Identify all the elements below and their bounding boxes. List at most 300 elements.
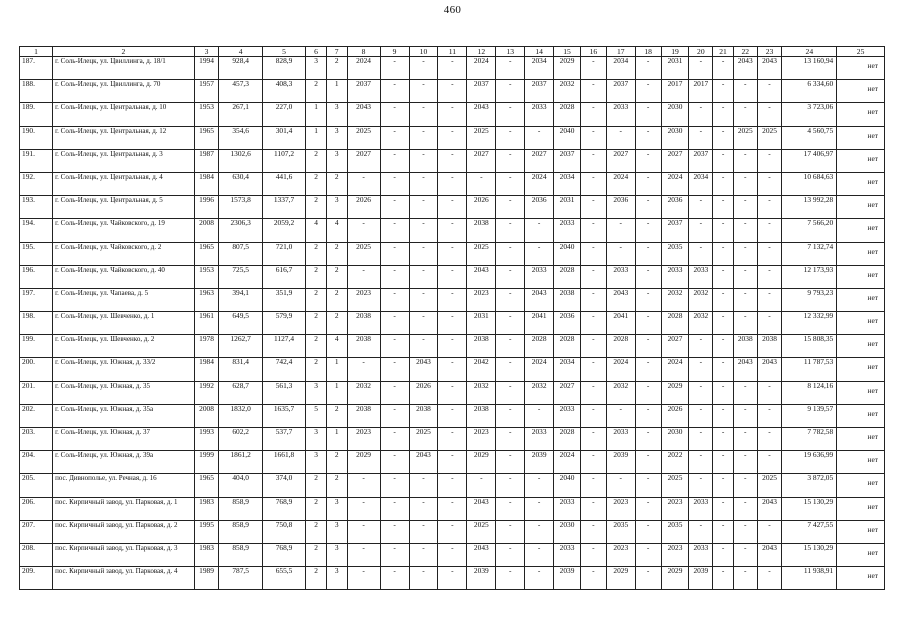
address-cell: г. Соль-Илецк, ул. Центральная, д. 12 [53, 126, 195, 149]
row-number-cell: 203. [20, 428, 53, 451]
table-cell: - [689, 520, 713, 543]
table-cell: нет [837, 103, 885, 126]
table-cell: - [635, 358, 661, 381]
table-cell: 2 [326, 57, 347, 80]
table-cell: - [733, 312, 757, 335]
table-cell: 2027 [554, 381, 581, 404]
table-cell: 2 [306, 567, 327, 590]
table-cell: - [380, 404, 409, 427]
table-row [20, 57, 885, 80]
row-number-cell: 191. [20, 149, 53, 172]
table-row [20, 474, 885, 497]
table-cell: - [713, 520, 734, 543]
row-number-cell: 206. [20, 497, 53, 520]
table-cell: 2306,3 [219, 219, 262, 242]
table-cell: - [757, 196, 782, 219]
table-cell: - [733, 103, 757, 126]
table-cell: - [635, 219, 661, 242]
table-cell: - [438, 497, 467, 520]
table-cell: 2025 [661, 474, 689, 497]
table-cell: - [757, 520, 782, 543]
table-cell: 1302,6 [219, 149, 262, 172]
table-cell: 1993 [194, 428, 219, 451]
table-cell: - [635, 381, 661, 404]
table-cell: - [635, 497, 661, 520]
table-cell: 15 808,35 [782, 335, 837, 358]
table-cell: - [733, 172, 757, 195]
table-cell: - [733, 149, 757, 172]
table-cell: 2031 [467, 312, 496, 335]
table-cell: - [438, 80, 467, 103]
table-cell: 2033 [554, 497, 581, 520]
table-cell: - [757, 404, 782, 427]
column-number-15: 15 [554, 47, 581, 57]
table-cell: 2033 [689, 497, 713, 520]
table-cell: 2 [306, 335, 327, 358]
table-cell: - [496, 172, 525, 195]
table-cell: - [689, 381, 713, 404]
table-cell: 3 [326, 520, 347, 543]
table-cell: 13 992,28 [782, 196, 837, 219]
table-cell: 2037 [467, 80, 496, 103]
table-cell: 2026 [347, 196, 380, 219]
table-cell: - [409, 312, 438, 335]
table-cell: 13 160,94 [782, 57, 837, 80]
table-cell: 394,1 [219, 288, 262, 311]
table-row [20, 196, 885, 219]
table-cell: - [380, 242, 409, 265]
column-number-13: 13 [496, 47, 525, 57]
table-cell: 2032 [347, 381, 380, 404]
table-cell: - [580, 474, 606, 497]
table-cell: 2 [306, 149, 327, 172]
table-cell: 1832,0 [219, 404, 262, 427]
table-cell: 15 130,29 [782, 543, 837, 566]
row-number-cell: 187. [20, 57, 53, 80]
table-cell: 1 [326, 80, 347, 103]
table-cell: 1999 [194, 451, 219, 474]
table-cell: 1661,8 [262, 451, 305, 474]
column-number-2: 2 [53, 47, 195, 57]
table-cell: 2030 [661, 428, 689, 451]
table-cell: 858,9 [219, 520, 262, 543]
table-cell: 2028 [554, 103, 581, 126]
table-cell: 2043 [757, 497, 782, 520]
table-cell: - [713, 242, 734, 265]
table-cell: 1953 [194, 265, 219, 288]
table-cell: - [606, 219, 635, 242]
row-number-cell: 193. [20, 196, 53, 219]
column-number-17: 17 [606, 47, 635, 57]
table-cell: - [409, 196, 438, 219]
table-cell: - [757, 381, 782, 404]
table-cell: 2041 [606, 312, 635, 335]
table-cell: 12 173,93 [782, 265, 837, 288]
table-cell: - [496, 57, 525, 80]
table-cell: - [689, 126, 713, 149]
table-cell: 4 [326, 335, 347, 358]
table-cell: 4 [306, 219, 327, 242]
address-cell: г. Соль-Илецк, ул. Южная, д. 39а [53, 451, 195, 474]
table-row [20, 149, 885, 172]
table-cell: - [525, 567, 554, 590]
table-cell: - [380, 474, 409, 497]
table-cell: нет [837, 451, 885, 474]
table-cell: - [525, 126, 554, 149]
table-cell: - [496, 358, 525, 381]
table-cell: - [380, 428, 409, 451]
table-cell: 3 [326, 149, 347, 172]
table-cell: - [380, 57, 409, 80]
table-cell: - [757, 219, 782, 242]
table-cell: - [713, 404, 734, 427]
table-cell: 2031 [554, 196, 581, 219]
table-row [20, 567, 885, 590]
table-cell: 1 [326, 381, 347, 404]
table-cell: 2037 [525, 80, 554, 103]
table-cell: - [438, 219, 467, 242]
table-cell: 2 [306, 312, 327, 335]
table-cell: 2024 [525, 172, 554, 195]
row-number-cell: 205. [20, 474, 53, 497]
table-cell: 2023 [347, 428, 380, 451]
column-number-20: 20 [689, 47, 713, 57]
table-cell: 2 [326, 474, 347, 497]
table-cell: - [438, 149, 467, 172]
row-number-cell: 207. [20, 520, 53, 543]
table-cell: 2033 [525, 103, 554, 126]
table-cell: 1987 [194, 149, 219, 172]
table-cell: - [635, 335, 661, 358]
table-cell: - [733, 428, 757, 451]
table-cell: - [713, 149, 734, 172]
table-cell: 1127,4 [262, 335, 305, 358]
table-cell: - [409, 126, 438, 149]
table-row [20, 265, 885, 288]
table-cell: 2033 [554, 404, 581, 427]
table-cell: 3 872,05 [782, 474, 837, 497]
table-cell: - [438, 404, 467, 427]
table-cell: 2024 [525, 358, 554, 381]
column-number-22: 22 [733, 47, 757, 57]
column-number-9: 9 [380, 47, 409, 57]
table-cell: 2033 [525, 265, 554, 288]
table-row [20, 312, 885, 335]
table-cell: 725,5 [219, 265, 262, 288]
table-cell: 2037 [606, 80, 635, 103]
address-cell: г. Соль-Илецк, ул. Чайковского, д. 2 [53, 242, 195, 265]
row-number-cell: 188. [20, 80, 53, 103]
table-cell: - [757, 172, 782, 195]
table-cell: 1 [326, 428, 347, 451]
address-cell: пос. Кирпичный завод, ул. Парковая, д. 4 [53, 567, 195, 590]
table-cell: 227,0 [262, 103, 305, 126]
table-cell: - [580, 196, 606, 219]
table-cell: 2 [326, 288, 347, 311]
table-cell: 561,3 [262, 381, 305, 404]
table-cell: нет [837, 172, 885, 195]
table-cell: 2023 [467, 288, 496, 311]
table-cell: - [713, 80, 734, 103]
table-cell: - [496, 126, 525, 149]
table-cell: - [606, 474, 635, 497]
table-cell: 2043 [347, 103, 380, 126]
table-cell: 2 [326, 312, 347, 335]
table-cell: - [525, 242, 554, 265]
table-row [20, 497, 885, 520]
address-cell: г. Соль-Илецк, ул. Южная, д. 35 [53, 381, 195, 404]
table-cell: 2 [306, 242, 327, 265]
table-cell: 2033 [554, 219, 581, 242]
table-cell: 2038 [347, 312, 380, 335]
table-cell: нет [837, 335, 885, 358]
table-cell: - [409, 543, 438, 566]
column-number-12: 12 [467, 47, 496, 57]
table-cell: - [635, 312, 661, 335]
table-cell: - [380, 149, 409, 172]
table-cell: 17 406,97 [782, 149, 837, 172]
header-row [20, 47, 885, 57]
table-cell: 2 [306, 80, 327, 103]
table-cell: - [409, 219, 438, 242]
table-cell: - [733, 520, 757, 543]
table-cell: нет [837, 428, 885, 451]
table-body [20, 57, 885, 590]
table-cell: - [438, 520, 467, 543]
table-cell: - [580, 80, 606, 103]
table-cell: 2042 [467, 358, 496, 381]
table-cell: 2059,2 [262, 219, 305, 242]
table-cell: 2034 [554, 358, 581, 381]
table-cell: - [713, 172, 734, 195]
table-cell: - [496, 312, 525, 335]
table-cell: - [525, 219, 554, 242]
table-cell: 721,0 [262, 242, 305, 265]
table-cell: 4 560,75 [782, 126, 837, 149]
table-cell: - [713, 358, 734, 381]
column-number-14: 14 [525, 47, 554, 57]
address-cell: г. Соль-Илецк, ул. Центральная, д. 10 [53, 103, 195, 126]
table-cell: 1861,2 [219, 451, 262, 474]
table-cell: 858,9 [219, 497, 262, 520]
table-cell: 2023 [661, 543, 689, 566]
table-cell: 2040 [554, 474, 581, 497]
table-cell: - [733, 381, 757, 404]
table-cell: - [733, 567, 757, 590]
table-cell: нет [837, 265, 885, 288]
table-cell: 1965 [194, 126, 219, 149]
table-cell: - [467, 172, 496, 195]
row-number-cell: 208. [20, 543, 53, 566]
table-cell: 1965 [194, 242, 219, 265]
table-cell: - [580, 219, 606, 242]
table-cell: - [635, 451, 661, 474]
table-cell: 2025 [467, 242, 496, 265]
table-cell: - [525, 497, 554, 520]
table-row [20, 381, 885, 404]
table-cell: - [635, 474, 661, 497]
table-cell: 15 130,29 [782, 497, 837, 520]
table-cell: - [438, 451, 467, 474]
table-cell: 1965 [194, 474, 219, 497]
row-number-cell: 204. [20, 451, 53, 474]
table-cell: - [380, 312, 409, 335]
table-cell: - [409, 567, 438, 590]
table-cell: 1107,2 [262, 149, 305, 172]
table-cell: 2024 [606, 172, 635, 195]
table-cell: - [733, 474, 757, 497]
table-cell: - [438, 288, 467, 311]
table-cell: - [635, 288, 661, 311]
table-cell: 3 [326, 567, 347, 590]
table-cell: - [757, 80, 782, 103]
table-cell: 2026 [467, 196, 496, 219]
table-cell: - [757, 149, 782, 172]
address-cell: г. Соль-Илецк, ул. Цвиллинга, д. 70 [53, 80, 195, 103]
table-cell: 2035 [606, 520, 635, 543]
table-cell: 2036 [606, 196, 635, 219]
address-cell: г. Соль-Илецк, ул. Южная, д. 33/2 [53, 358, 195, 381]
table-cell: 11 787,53 [782, 358, 837, 381]
column-number-8: 8 [347, 47, 380, 57]
table-cell: - [713, 474, 734, 497]
table-cell: 351,9 [262, 288, 305, 311]
table-cell: - [635, 126, 661, 149]
table-cell: 2 [326, 172, 347, 195]
table-cell: - [580, 543, 606, 566]
table-cell: - [689, 451, 713, 474]
table-cell: 301,4 [262, 126, 305, 149]
table-cell: 11 938,91 [782, 567, 837, 590]
table-cell: - [496, 149, 525, 172]
table-cell: 2033 [606, 265, 635, 288]
table-cell: - [580, 126, 606, 149]
table-cell: 2033 [525, 428, 554, 451]
table-cell: 2017 [689, 80, 713, 103]
table-cell: - [713, 103, 734, 126]
table-cell: 19 636,99 [782, 451, 837, 474]
table-cell: 2036 [661, 196, 689, 219]
table-cell: 2043 [467, 103, 496, 126]
table-cell: 616,7 [262, 265, 305, 288]
table-cell: 9 139,57 [782, 404, 837, 427]
column-number-1: 1 [20, 47, 53, 57]
table-cell: - [347, 219, 380, 242]
table-cell: - [733, 288, 757, 311]
table-cell: 2030 [661, 103, 689, 126]
table-cell: - [438, 567, 467, 590]
table-cell: нет [837, 80, 885, 103]
table-cell: 2043 [757, 358, 782, 381]
table-cell: 2041 [525, 312, 554, 335]
table-cell: 2026 [409, 381, 438, 404]
table-cell: - [689, 196, 713, 219]
address-cell: г. Соль-Илецк, ул. Южная, д. 35а [53, 404, 195, 427]
table-row [20, 80, 885, 103]
address-cell: г. Соль-Илецк, ул. Центральная, д. 3 [53, 149, 195, 172]
table-cell: 2033 [554, 543, 581, 566]
table-cell: - [409, 288, 438, 311]
row-number-cell: 195. [20, 242, 53, 265]
table-cell: 2 [306, 497, 327, 520]
table-cell: - [438, 172, 467, 195]
table-cell: - [635, 172, 661, 195]
table-cell: 537,7 [262, 428, 305, 451]
table-cell: - [380, 335, 409, 358]
table-cell: 2039 [606, 451, 635, 474]
table-cell: 1573,8 [219, 196, 262, 219]
table-cell: 3 [326, 103, 347, 126]
table-cell: - [409, 57, 438, 80]
table-cell: 1989 [194, 567, 219, 590]
table-cell: - [496, 543, 525, 566]
table-cell: - [757, 428, 782, 451]
table-cell: - [689, 219, 713, 242]
table-cell: 2008 [194, 219, 219, 242]
table-cell: 9 793,23 [782, 288, 837, 311]
table-cell: - [409, 265, 438, 288]
table-cell: 1983 [194, 497, 219, 520]
table-cell: 2025 [467, 520, 496, 543]
column-number-23: 23 [757, 47, 782, 57]
table-cell: - [525, 543, 554, 566]
table-cell: 2028 [661, 312, 689, 335]
table-cell: 2038 [554, 288, 581, 311]
table-cell: 2025 [347, 242, 380, 265]
table-cell: - [438, 335, 467, 358]
table-cell: - [438, 312, 467, 335]
table-cell: - [757, 265, 782, 288]
table-cell: 3 [326, 126, 347, 149]
table-cell: - [580, 57, 606, 80]
table-cell: 2 [306, 288, 327, 311]
table-cell: - [380, 451, 409, 474]
table-cell: 2039 [525, 451, 554, 474]
table-cell: - [438, 196, 467, 219]
table-cell: - [380, 543, 409, 566]
table-cell: 2038 [757, 335, 782, 358]
table-cell: 2030 [554, 520, 581, 543]
table-cell: - [733, 497, 757, 520]
table-cell: - [606, 404, 635, 427]
table-cell: нет [837, 242, 885, 265]
table-cell: - [689, 242, 713, 265]
table-cell: - [380, 196, 409, 219]
table-cell: нет [837, 219, 885, 242]
table-cell: 3 [306, 451, 327, 474]
table-cell: - [438, 57, 467, 80]
table-cell: 2038 [467, 404, 496, 427]
table-cell: 2024 [606, 358, 635, 381]
table-cell: - [409, 520, 438, 543]
table-cell: 2043 [525, 288, 554, 311]
table-cell: - [380, 358, 409, 381]
table-cell: 628,7 [219, 381, 262, 404]
table-cell: 2043 [409, 451, 438, 474]
column-number-21: 21 [713, 47, 734, 57]
table-cell: 630,4 [219, 172, 262, 195]
table-cell: 3 [326, 497, 347, 520]
table-cell: 2043 [733, 57, 757, 80]
table-cell: 1337,7 [262, 196, 305, 219]
table-cell: - [380, 172, 409, 195]
table-cell: 2023 [347, 288, 380, 311]
table-cell: 2025 [757, 474, 782, 497]
table-cell: 4 [326, 219, 347, 242]
table-cell: 1262,7 [219, 335, 262, 358]
table-cell: - [733, 543, 757, 566]
table-cell: - [409, 497, 438, 520]
